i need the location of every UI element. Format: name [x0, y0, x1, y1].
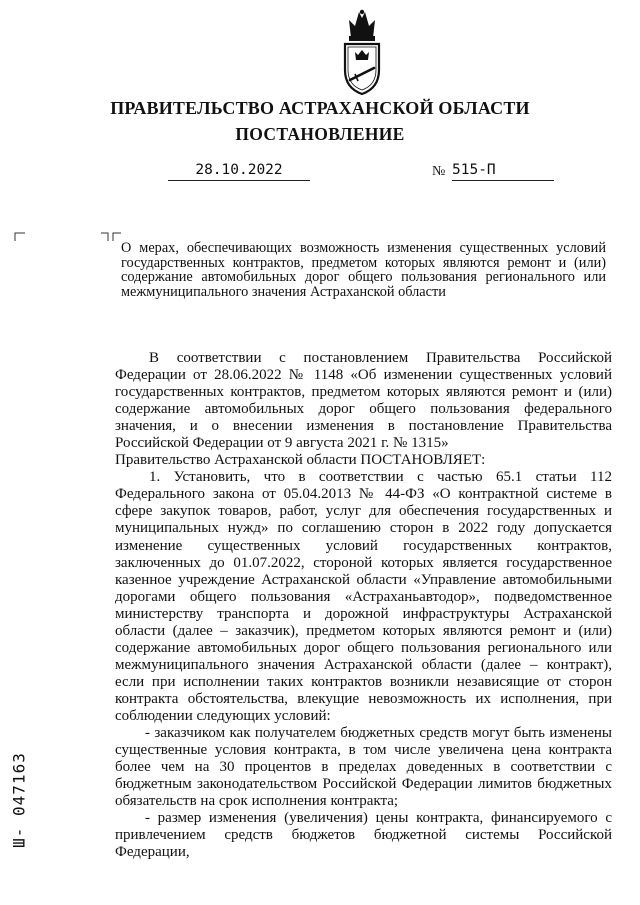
- number-underline: [452, 180, 554, 181]
- document-date: 28.10.2022: [195, 162, 283, 178]
- document-kind: ПОСТАНОВЛЕНИЕ: [235, 124, 405, 144]
- item-1-paragraph: 1. Установить, что в соответствии с частью 65.1 статьи 112 Федерального закона от 05.04.2013 № 44-ФЗ «О контрактной системе в сфере закупок товаров, работ, услуг для обеспечения государственных и муниципальных нужд» по соглашению сторон в 2022 году допускается изменение существенных условий государственных контрактов, заключенных до 01.07.2022, стороной которых является государственное казенное учреждение Астраханской области «Управление автомобильными дорогами общего пользования «Астраханьавтодор», подведомственное министерству транспорта и дорожной инфраструктуры Астраханской области (далее – заказчик), предметом которых являются ремонт и (или) содержание автомобильных дорог общего пользования регионального или межмуниципального значения Астраханской области (далее – контракт), если при исполнении таких контрактов возникли независящие от сторон контракта обстоятельства, влекущие невозможность их исполнения, при соблюдении следующих условий:: [115, 469, 612, 724]
- date-underline: [168, 180, 310, 181]
- corner-mark-right: [100, 232, 122, 242]
- organization-name: ПРАВИТЕЛЬСТВО АСТРАХАНСКОЙ ОБЛАСТИ: [110, 98, 530, 118]
- corner-mark-left: [14, 232, 26, 242]
- number-sign: №: [432, 164, 446, 179]
- resolves-paragraph: Правительство Астраханской области ПОСТАНОВЛЯЕТ:: [115, 452, 486, 469]
- preamble-paragraph: В соответствии с постановлением Правительства Российской Федерации от 28.06.2022 № 1148 «Об изменении существенных условий государственных контрактов, предметом которых являются ремонт и (или) содержание автомобильных дорог общего пользования федерального значения, и о внесении изменения в постановление Правительства Российской Федерации от 9 августа 2021 г. № 1315»: [115, 350, 612, 452]
- condition-1-paragraph: - заказчиком как получателем бюджетных средств могут быть изменены существенные условия контракта, в том числе увеличена цена контракта более чем на 30 процентов в пределах доведенных в соответствии с бюджетным законодательством Российской Федерации лимитов бюджетных обязательств на срок исполнения контракта;: [115, 725, 612, 810]
- coat-of-arms-icon: [337, 8, 387, 98]
- document-subject: О мерах, обеспечивающих возможность изменения существенных условий государственных контрактов, предметом которых являются ремонт и (или) содержание автомобильных дорог общего пользования регионального или межмуниципального значения Астраханской области: [121, 240, 606, 300]
- document-body: [115, 350, 612, 861]
- side-stamp: [2, 720, 36, 880]
- condition-2-paragraph: - размер изменения (увеличения) цены контракта, финансируемого с привлечением средств бюджетов бюджетной системы Российской Федерации,: [115, 810, 612, 861]
- side-stamp-text: Ш- 047163: [9, 752, 29, 848]
- document-number: 515-П: [452, 162, 496, 178]
